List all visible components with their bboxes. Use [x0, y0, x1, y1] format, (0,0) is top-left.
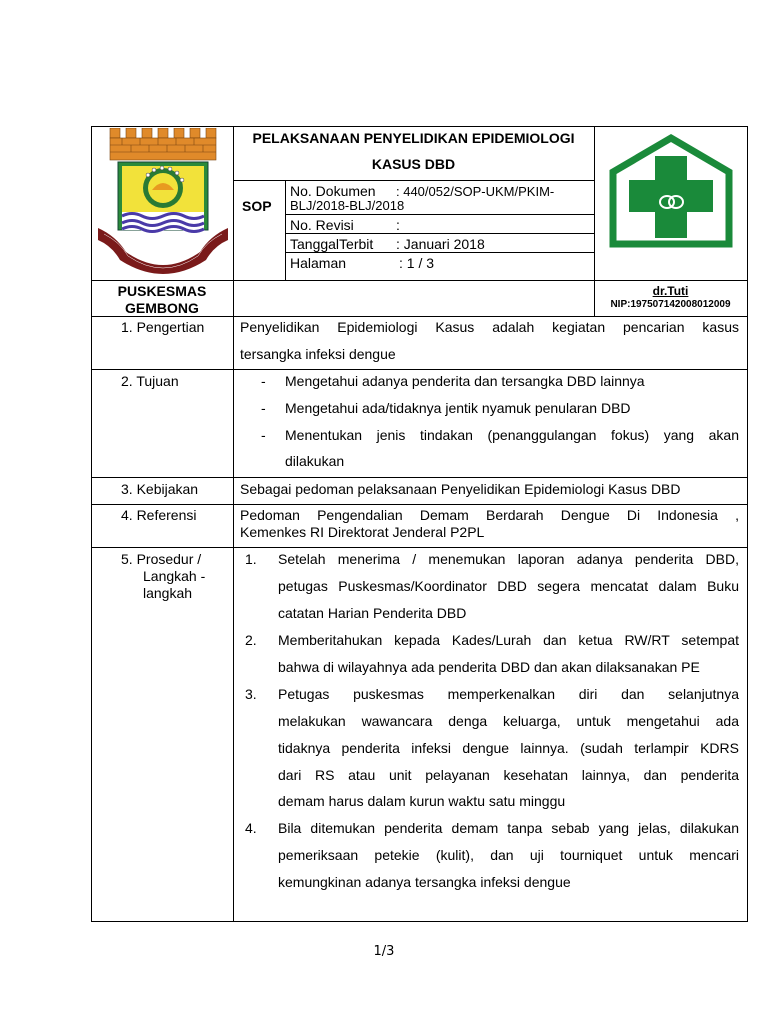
doc-no-value2: BLJ/2018-BLJ/2018	[290, 198, 405, 213]
puskesmas-logo	[607, 132, 735, 252]
pengertian-label: 1. Pengertian	[121, 319, 205, 335]
step-line: Petugas puskesmas memperkenalkan diri dan selanjutnya	[278, 686, 739, 702]
regional-logo	[96, 128, 230, 278]
kebijakan-text: Sebagai pedoman pelaksanaan Penyelidikan Epidemiologi Kasus DBD	[240, 481, 681, 497]
step-line: Memberitahukan kepada Kades/Lurah dan ketua RW/RT setempat	[278, 632, 739, 648]
tujuan-item-cont: dilakukan	[285, 453, 345, 469]
step-line: melakukan wawancara denga keluarga, untuk mengetahui ada	[278, 713, 739, 729]
referensi-label: 4. Referensi	[121, 507, 197, 523]
step-line: petugas Puskesmas/Koordinator DBD segera mencatat dalam Buku	[278, 578, 739, 594]
signer-name: dr.Tuti	[652, 284, 689, 298]
doc-no-label: No. Dokumen	[290, 183, 376, 199]
prosedur-label: Langkah -	[143, 568, 206, 584]
page-number: 1/3	[373, 944, 395, 959]
tujuan-item: Menentukan jenis tindakan (penanggulangan fokus) yang akan	[285, 427, 739, 443]
step-line: pemeriksaan petekie (kulit), dan uji tourniquet untuk mencari	[278, 847, 739, 863]
kebijakan-label: 3. Kebijakan	[121, 481, 199, 497]
document-title-line2: KASUS DBD	[371, 156, 456, 172]
step-line: bahwa di wilayahnya ada penderita DBD dan akan dilaksanakan PE	[278, 659, 700, 675]
step-line: Setelah menerima / menemukan laporan adanya penderita DBD,	[278, 551, 739, 567]
tujuan-label: 2. Tujuan	[121, 373, 179, 389]
sop-label: SOP	[242, 198, 272, 214]
pengertian-line2: tersangka infeksi dengue	[240, 346, 396, 362]
tujuan-bullet: -	[261, 427, 266, 443]
tujuan-item: Mengetahui adanya penderita dan tersangka DBD lainnya	[285, 373, 645, 389]
org-name-line2: GEMBONG	[125, 300, 199, 316]
step-number: 3.	[245, 686, 257, 702]
step-line: dari RS atau unit pelayanan kesehatan lainnya, dan penderita	[278, 767, 739, 783]
issued-label: TanggalTerbit	[290, 236, 374, 252]
tujuan-item: Mengetahui ada/tidaknya jentik nyamuk penularan DBD	[285, 400, 631, 416]
step-line: Bila ditemukan penderita demam tanpa sebab yang jelas, dilakukan	[278, 820, 739, 836]
doc-no-value: : 440/052/SOP-UKM/PKIM-	[396, 184, 555, 199]
signer-nip: NIP:197507142008012009	[610, 299, 731, 310]
tujuan-bullet: -	[261, 400, 266, 416]
pengertian-line1: Penyelidikan Epidemiologi Kasus adalah kegiatan pencarian kasus	[240, 319, 739, 335]
tujuan-bullet: -	[261, 373, 266, 389]
page-value: : 1 / 3	[399, 255, 435, 271]
page-label: Halaman	[290, 255, 347, 271]
issued-value: : Januari 2018	[396, 236, 485, 252]
step-line: demam harus dalam kurun waktu satu minggu	[278, 793, 566, 809]
prosedur-label: 5. Prosedur /	[121, 551, 202, 567]
step-line: kemungkinan adanya tersangka infeksi dengue	[278, 874, 571, 890]
step-line: catatan Harian Penderita DBD	[278, 605, 467, 621]
prosedur-label: langkah	[143, 585, 193, 601]
revision-label: No. Revisi	[290, 217, 354, 233]
referensi-line1: Pedoman Pengendalian Demam Berdarah Dengue Di Indonesia ,	[240, 507, 739, 523]
step-number: 1.	[245, 551, 257, 567]
document-title-line1: PELAKSANAAN PENYELIDIKAN EPIDEMIOLOGI	[252, 130, 575, 146]
step-line: tidaknya penderita infeksi dengue lainnya. (sudah terlampir KDRS	[278, 740, 739, 756]
step-number: 2.	[245, 632, 257, 648]
step-number: 4.	[245, 820, 257, 836]
org-name-line1: PUSKESMAS	[117, 283, 207, 299]
referensi-line2: Kemenkes RI Direktorat Jenderal P2PL	[240, 524, 485, 540]
revision-value: :	[396, 217, 400, 233]
